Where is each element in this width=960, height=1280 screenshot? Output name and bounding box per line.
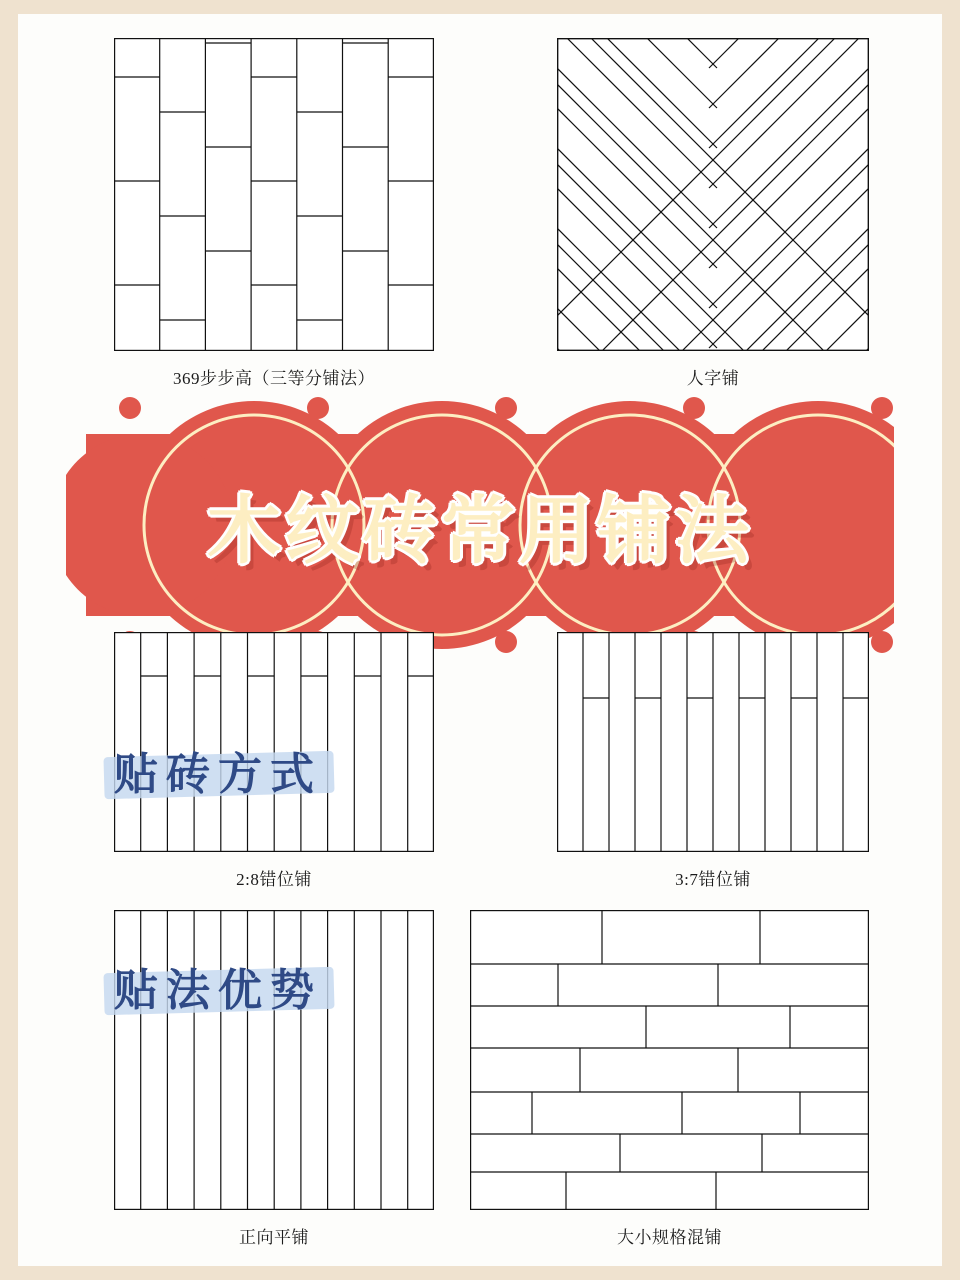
pattern-369 [114,38,434,389]
poster-canvas [18,14,942,1266]
pattern-herringbone-caption: 人字铺 [686,369,740,388]
pattern-offset-3-7 [557,632,869,890]
hand-label-tiling-advantage-text: 贴法优势 [114,965,322,1016]
pattern-369-caption: 369步步高（三等分铺法） [173,369,375,388]
title-banner [66,396,894,654]
pattern-herringbone-drawing [557,38,869,351]
pattern-offset-2-8-caption: 2:8错位铺 [236,870,312,889]
pattern-mixed-caption: 大小规格混铺 [617,1228,722,1247]
pattern-straight-caption: 正向平铺 [239,1228,309,1247]
pattern-369-drawing [114,38,434,351]
pattern-herringbone [557,38,869,389]
hand-label-tiling-advantage [114,954,322,1018]
pattern-offset-3-7-drawing [557,632,869,852]
hand-label-tiling-method [114,738,322,802]
pattern-offset-3-7-caption: 3:7错位铺 [675,870,751,889]
hand-label-tiling-method-text: 贴砖方式 [114,749,322,800]
pattern-mixed [470,910,869,1248]
banner-title: 木纹砖常用铺法 [207,488,753,574]
pattern-mixed-drawing [470,910,869,1210]
